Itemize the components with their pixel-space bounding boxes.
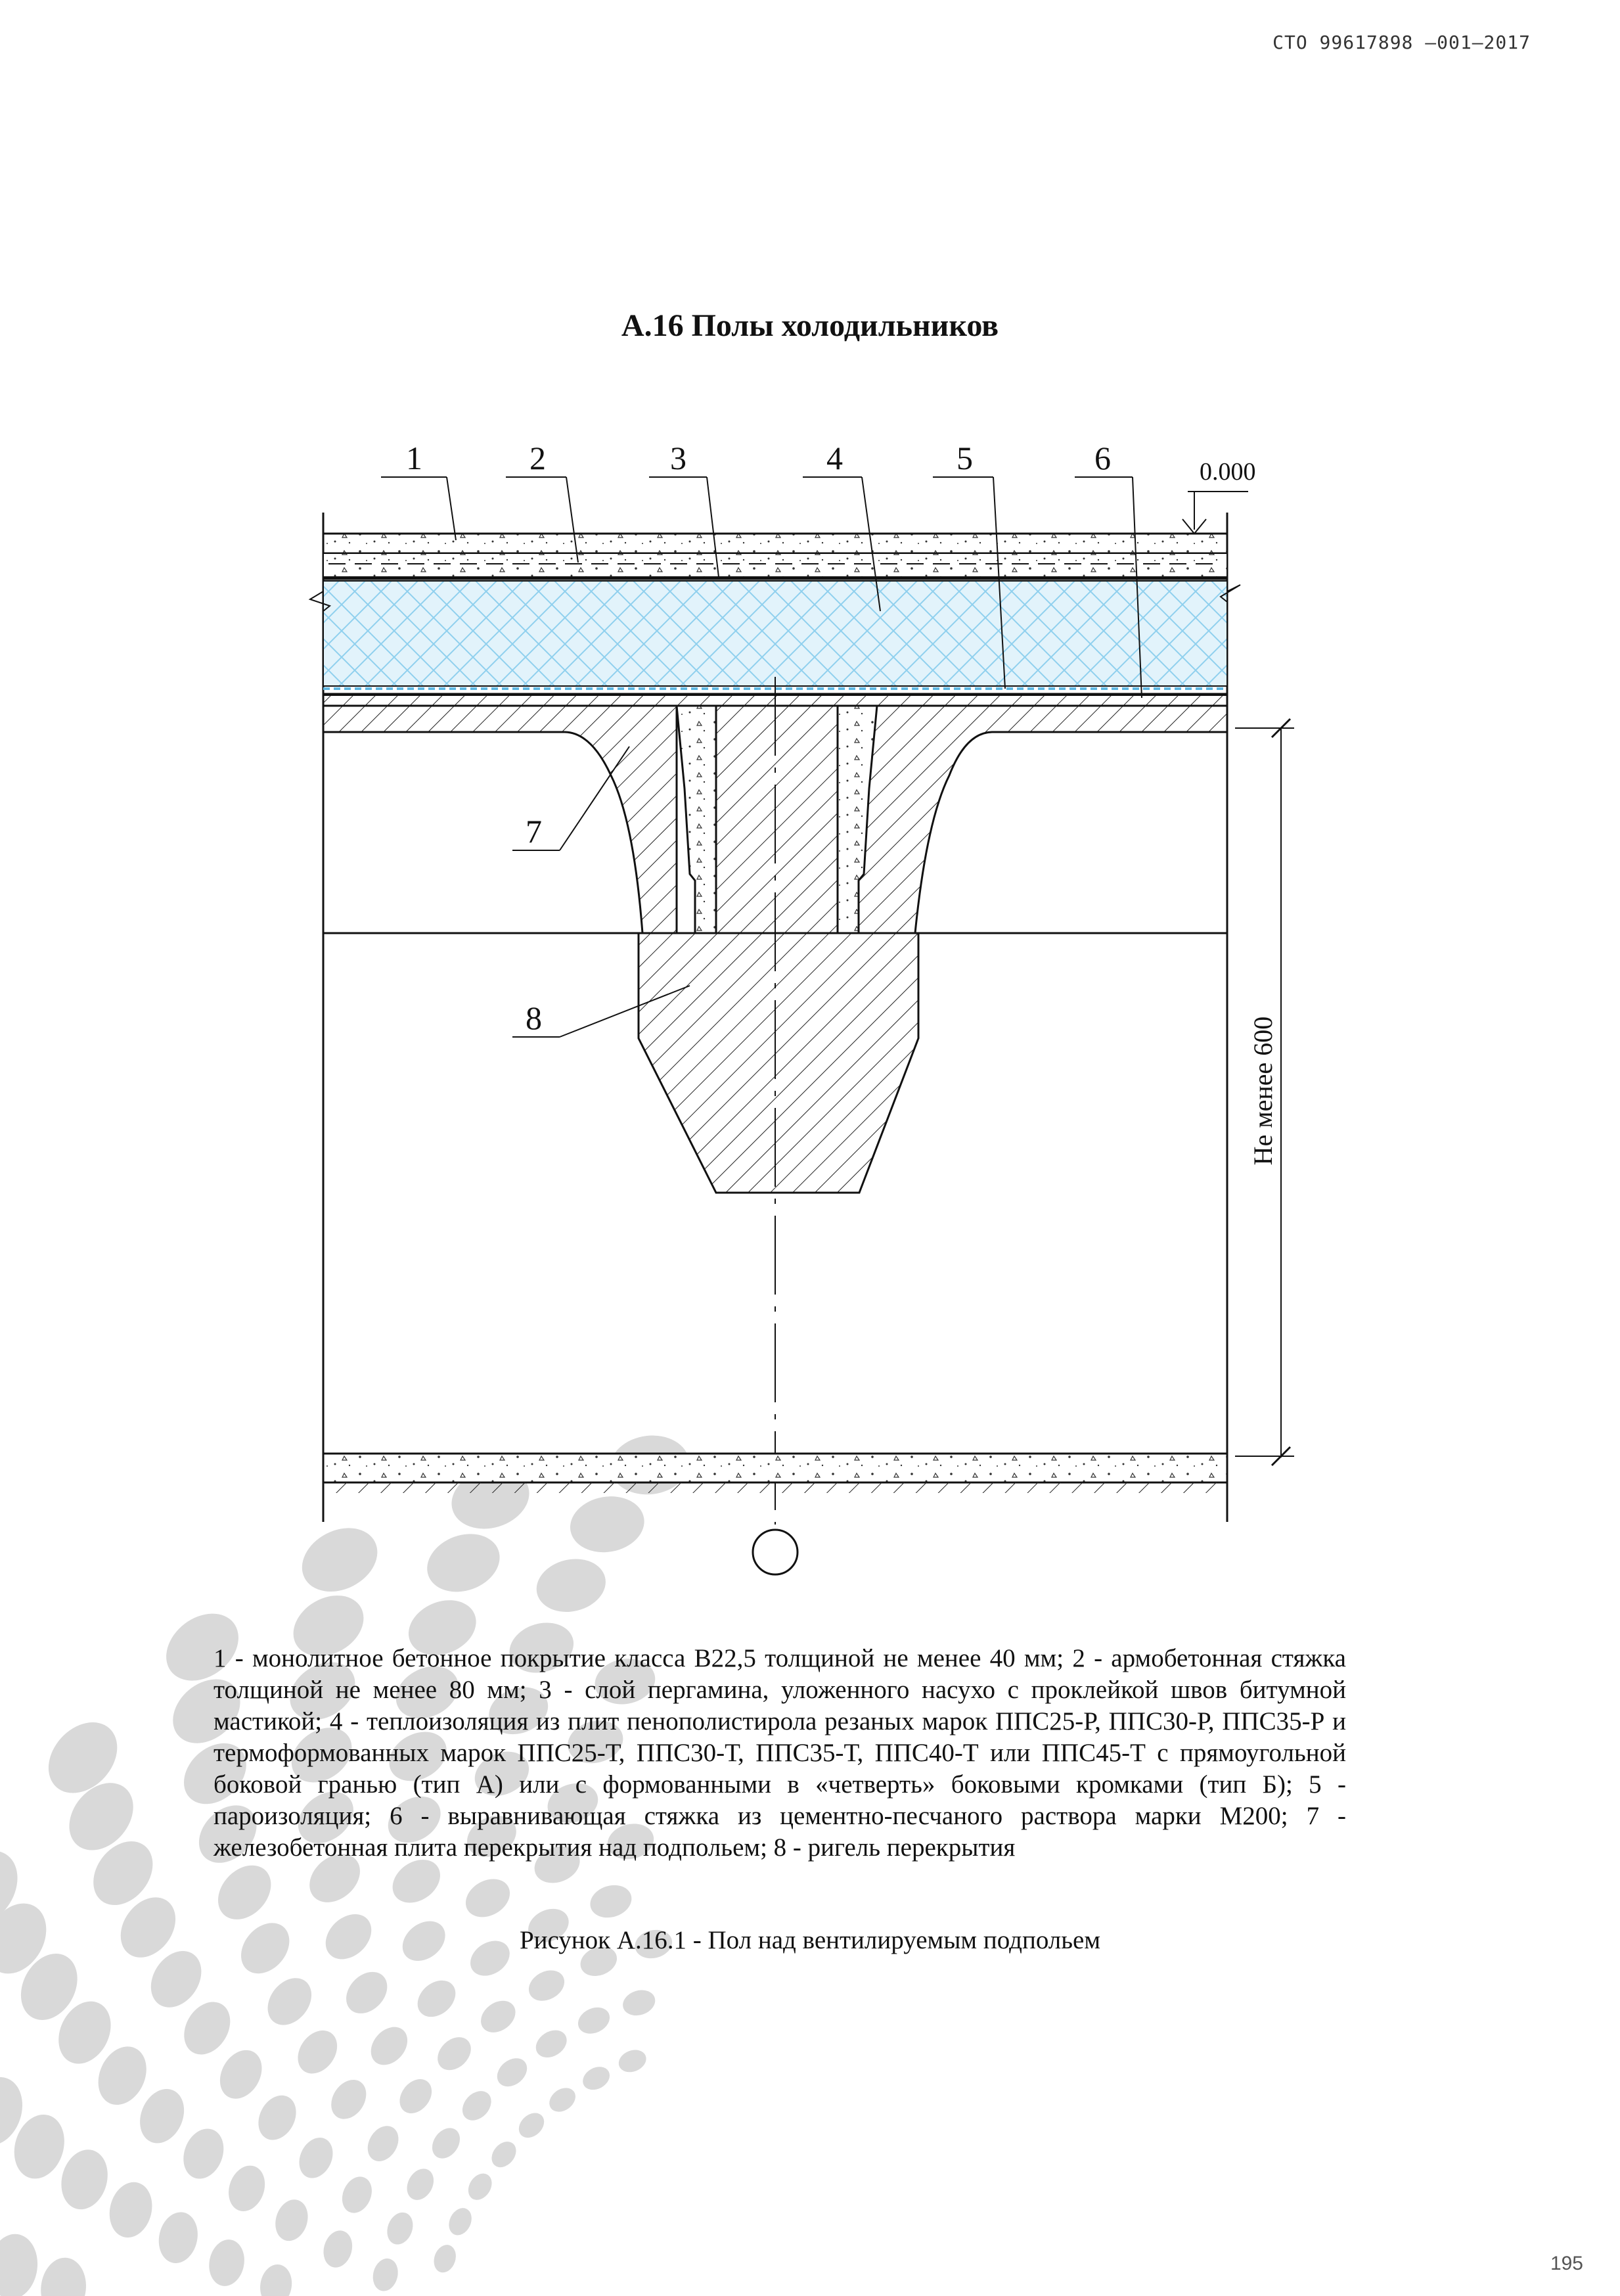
slab-7-left — [323, 706, 677, 933]
callout-5: 5 — [956, 440, 973, 476]
grout-joint-left — [677, 706, 716, 933]
axis-marker-circle — [753, 1530, 798, 1574]
legend-text: 1 - монолитное бетонное покрытие класса В22,5 толщиной не менее 40 мм; 2 - армобетонная стяжка толщиной не менее 80 мм; 3 - слой пергамина, уложенного насухо с проклейкой швов битумной мастикой; 4 - теплоизоляция из плит пенополистирола резаных марок ППС25-Р, ППС30-Р, ППС35-Р и термоформованных марок ППС25-Т, ППС30-Т, ППС35-Т, ППС40-Т или ППС45-Т с прямоугольной боковой гранью (тип А) или с формованными в «четверть» боковыми кромками (тип Б); 5 - пароизоляция; 6 - выравнивающая стяжка из цементно-песчаного раствора марки М200; 7 - железобетонная плита перекрытия над подпольем; 8 - ригель перекрытия — [214, 1644, 1346, 1862]
page-number: 195 — [1550, 2253, 1583, 2274]
callout-7: 7 — [526, 813, 542, 850]
callout-2: 2 — [529, 440, 546, 476]
slab-7-right — [838, 706, 1227, 933]
layer-1-concrete-coating — [323, 534, 1227, 553]
callout-3: 3 — [670, 440, 686, 476]
layer-4-insulation — [323, 581, 1227, 686]
callout-8: 8 — [526, 999, 542, 1036]
layer-2-reinforced-screed — [323, 553, 1227, 577]
callout-6: 6 — [1094, 440, 1111, 476]
ground-slab — [323, 1454, 1227, 1482]
callout-4: 4 — [826, 440, 843, 476]
dimension-label: Не менее 600 — [1248, 1016, 1278, 1166]
figure-caption: Рисунок А.16.1 - Пол над вентилируемым подпольем — [519, 1926, 1101, 1954]
section-title: А.16 Полы холодильников — [621, 308, 999, 343]
beam-8-crossbar — [639, 933, 918, 1193]
document-code: СТО 99617898 –001–2017 — [1272, 32, 1531, 53]
callout-1: 1 — [406, 440, 422, 476]
elevation-mark: 0.000 — [1200, 458, 1256, 486]
